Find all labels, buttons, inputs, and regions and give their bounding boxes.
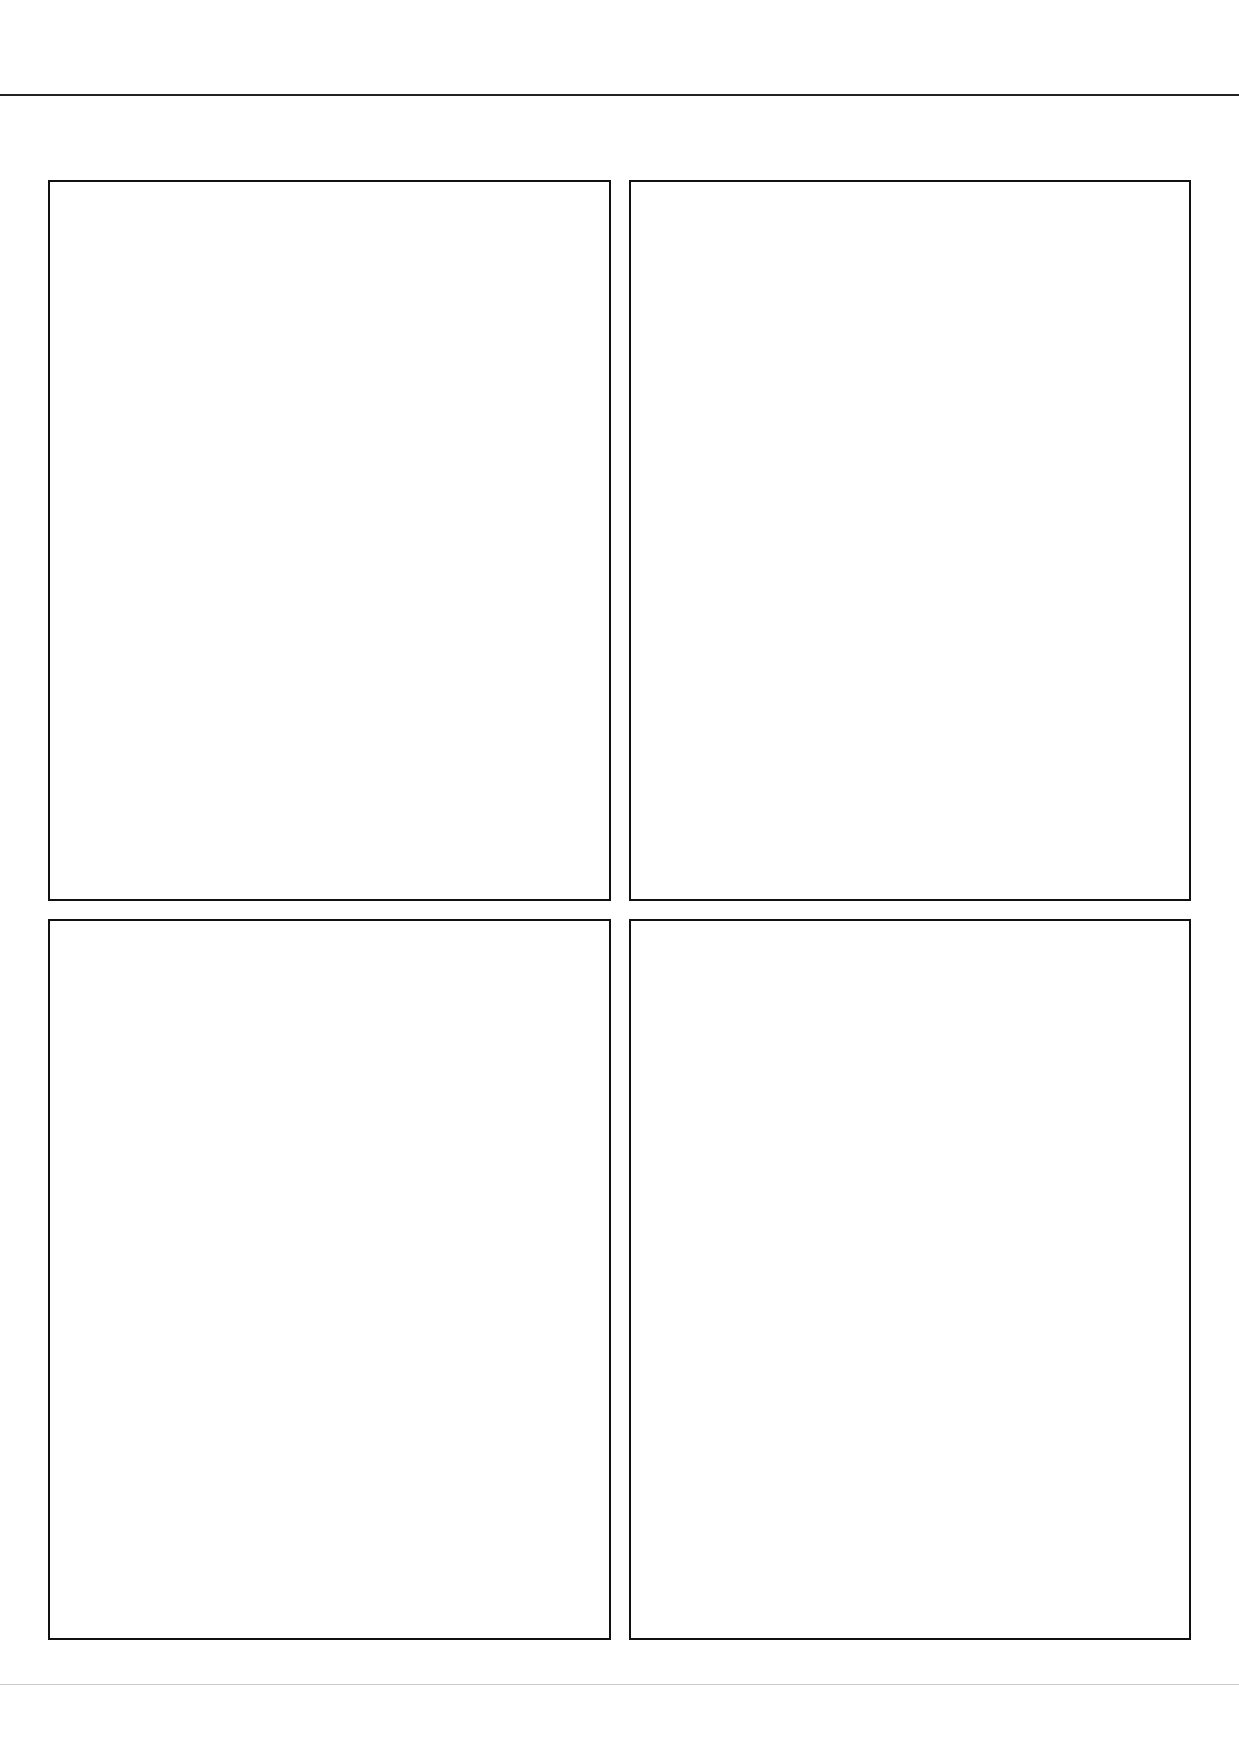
info-card bbox=[629, 180, 1192, 901]
content-grid bbox=[48, 180, 1191, 1640]
info-card bbox=[629, 919, 1192, 1640]
info-card bbox=[48, 919, 611, 1640]
footer bbox=[0, 1684, 1239, 1754]
header bbox=[0, 0, 1239, 96]
info-card bbox=[48, 180, 611, 901]
